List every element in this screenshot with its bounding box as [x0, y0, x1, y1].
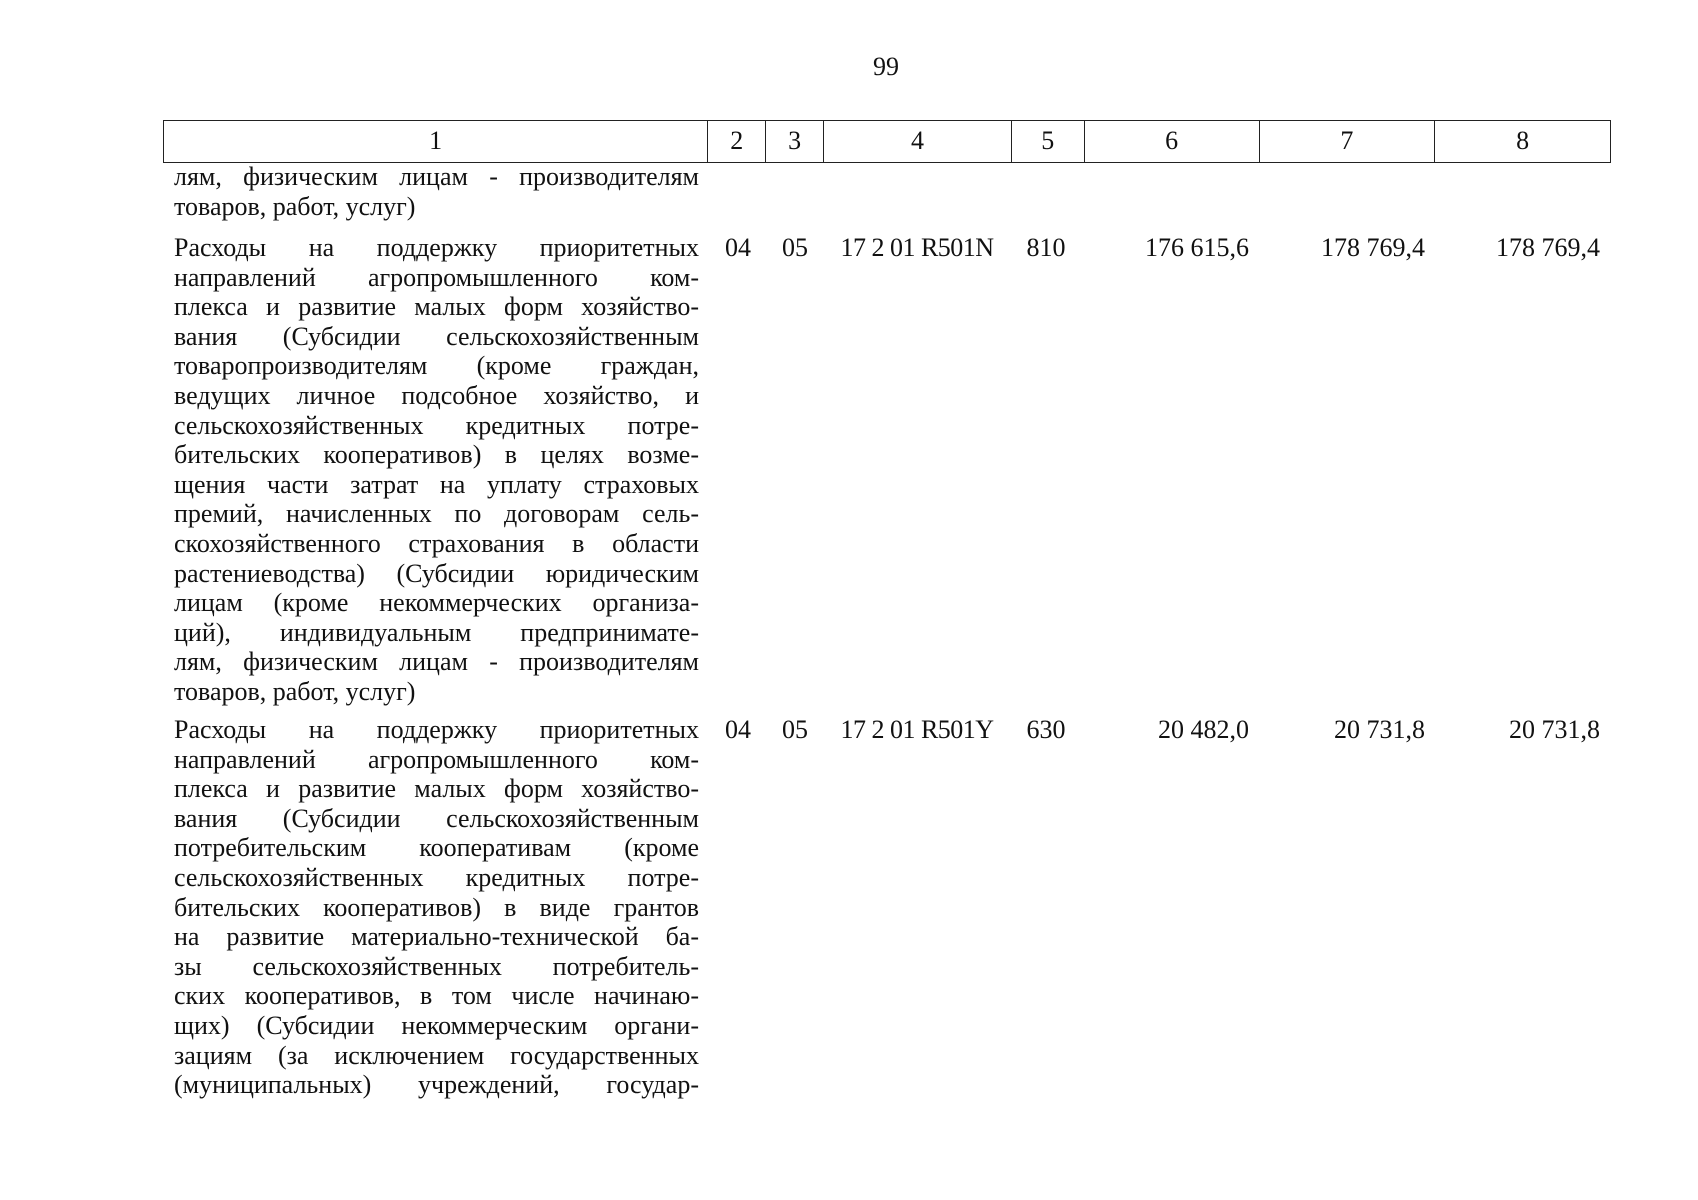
description-line: (муниципальных) учреждений, государ- [174, 1070, 699, 1100]
amount-col-6: 20 482,0 [1158, 715, 1249, 744]
row-description [174, 715, 699, 1100]
description-line: ских кооперативов, в том числе начинаю- [174, 981, 699, 1011]
description-line: Расходы на поддержку приоритетных [174, 233, 699, 262]
table-header-row [163, 120, 1611, 163]
description-line: бительских кооперативов) в целях возме- [174, 440, 699, 470]
row-description [174, 162, 699, 221]
description-line: вания (Субсидии сельскохозяйственным [174, 321, 699, 351]
header-col-1: 1 [164, 121, 708, 162]
description-line: премий, начисленных по договорам сель- [174, 499, 699, 529]
description-line: зациям (за исключением государственных [174, 1040, 699, 1070]
description-line: щих) (Субсидии некоммерческим органи- [174, 1010, 699, 1040]
row-description [174, 233, 699, 707]
description-line: Расходы на поддержку приоритетных [174, 715, 699, 744]
section-code: 04 [725, 233, 751, 262]
description-line: ведущих личное подсобное хозяйство, и [174, 380, 699, 410]
header-col-7: 7 [1260, 121, 1436, 162]
amount-col-8: 20 731,8 [1509, 715, 1600, 744]
target-article-code: 17 2 01 R501Y [840, 715, 994, 744]
header-col-6: 6 [1085, 121, 1260, 162]
description-line: лям, физическим лицам - производителям [174, 647, 699, 677]
header-col-3: 3 [766, 121, 824, 162]
description-line: товаров, работ, услуг) [174, 676, 416, 706]
description-line: товаров, работ, услуг) [174, 191, 416, 221]
description-line: плекса и развитие малых форм хозяйство- [174, 292, 699, 322]
header-col-8: 8 [1516, 126, 1530, 155]
amount-col-7: 178 769,4 [1321, 233, 1425, 262]
description-line: скохозяйственного страхования в области [174, 528, 699, 558]
description-line: сельскохозяйственных кредитных потре- [174, 862, 699, 892]
section-code: 04 [725, 715, 751, 744]
amount-col-7: 20 731,8 [1334, 715, 1425, 744]
description-line: направлений агропромышленного ком- [174, 262, 699, 292]
description-line: ций), индивидуальным предпринимате- [174, 617, 699, 647]
amount-col-8: 178 769,4 [1496, 233, 1600, 262]
amount-col-6: 176 615,6 [1145, 233, 1249, 262]
description-line: лицам (кроме некоммерческих организа- [174, 588, 699, 618]
description-line: лям, физическим лицам - производителям [174, 162, 699, 191]
description-line: растениеводства) (Субсидии юридическим [174, 558, 699, 588]
description-line: плекса и развитие малых форм хозяйство- [174, 774, 699, 804]
expense-type-code: 810 [1026, 233, 1066, 262]
header-col-5: 5 [1012, 121, 1085, 162]
description-line: вания (Субсидии сельскохозяйственным [174, 803, 699, 833]
expense-type-code: 630 [1026, 715, 1066, 744]
description-line: зы сельскохозяйственных потребитель- [174, 951, 699, 981]
description-line: бительских кооперативов) в виде грантов [174, 892, 699, 922]
subsection-code: 05 [782, 233, 808, 262]
description-line: потребительским кооперативам (кроме [174, 833, 699, 863]
description-line: на развитие материально-технической ба- [174, 922, 699, 952]
subsection-code: 05 [782, 715, 808, 744]
description-line: товаропроизводителям (кроме граждан, [174, 351, 699, 381]
page-number: 99 [873, 52, 899, 81]
header-col-4: 4 [824, 121, 1012, 162]
description-line: направлений агропромышленного ком- [174, 744, 699, 774]
header-col-2: 2 [708, 121, 766, 162]
description-line: сельскохозяйственных кредитных потре- [174, 410, 699, 440]
target-article-code: 17 2 01 R501N [840, 233, 994, 262]
description-line: щения части затрат на уплату страховых [174, 469, 699, 499]
